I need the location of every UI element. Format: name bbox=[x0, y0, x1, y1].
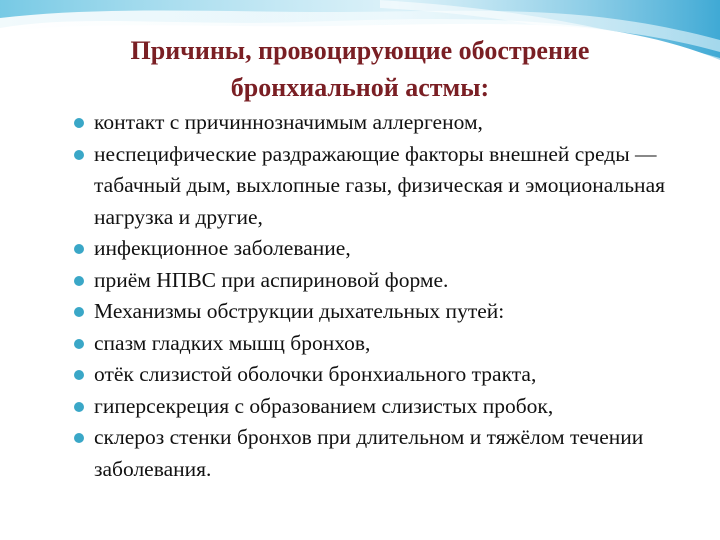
list-item-text: контакт с причиннозначимым аллергеном, bbox=[94, 110, 483, 134]
bullet-dot-icon bbox=[74, 402, 84, 412]
slide-title-line-2: бронхиальной астмы: bbox=[230, 73, 490, 102]
list-item-text: приём НПВС при аспириновой форме. bbox=[94, 267, 449, 292]
bullet-dot-icon bbox=[74, 244, 84, 254]
slide-title bbox=[60, 32, 660, 106]
list-item bbox=[74, 328, 704, 360]
list-item bbox=[74, 359, 704, 391]
bullet-dot-icon bbox=[74, 307, 84, 317]
list-item bbox=[74, 139, 704, 234]
bullet-dot-icon bbox=[74, 339, 84, 349]
list-item bbox=[74, 296, 704, 328]
list-item-text: неспецифические раздражающие факторы внешней среды — табачный дым, выхлопные газы, физическая и эмоциональная нагрузка и другие, bbox=[94, 141, 665, 229]
list-item-text: гиперсекреция с образованием слизистых пробок, bbox=[94, 393, 554, 418]
bullet-dot-icon bbox=[74, 433, 84, 443]
bullet-dot-icon bbox=[74, 118, 84, 128]
bullet-dot-icon bbox=[74, 370, 84, 380]
list-item bbox=[74, 265, 704, 297]
list-item-text: инфекционное заболевание, bbox=[94, 236, 351, 260]
list-item bbox=[74, 391, 704, 423]
list-item bbox=[74, 422, 704, 485]
list-item-text: склероз стенки бронхов при длительном и тяжёлом течении заболевания. bbox=[94, 425, 644, 481]
list-item bbox=[74, 107, 704, 139]
bullet-list bbox=[74, 107, 704, 485]
bullet-dot-icon bbox=[74, 150, 84, 160]
list-item-text: спазм гладких мышц бронхов, bbox=[94, 330, 371, 355]
list-item-text: отёк слизистой оболочки бронхиального тракта, bbox=[94, 362, 537, 386]
list-item-text: Механизмы обструкции дыхательных путей: bbox=[94, 299, 505, 323]
list-item bbox=[74, 233, 704, 265]
bullet-dot-icon bbox=[74, 276, 84, 286]
slide-title-line-1: Причины, провоцирующие обострение bbox=[130, 36, 590, 65]
